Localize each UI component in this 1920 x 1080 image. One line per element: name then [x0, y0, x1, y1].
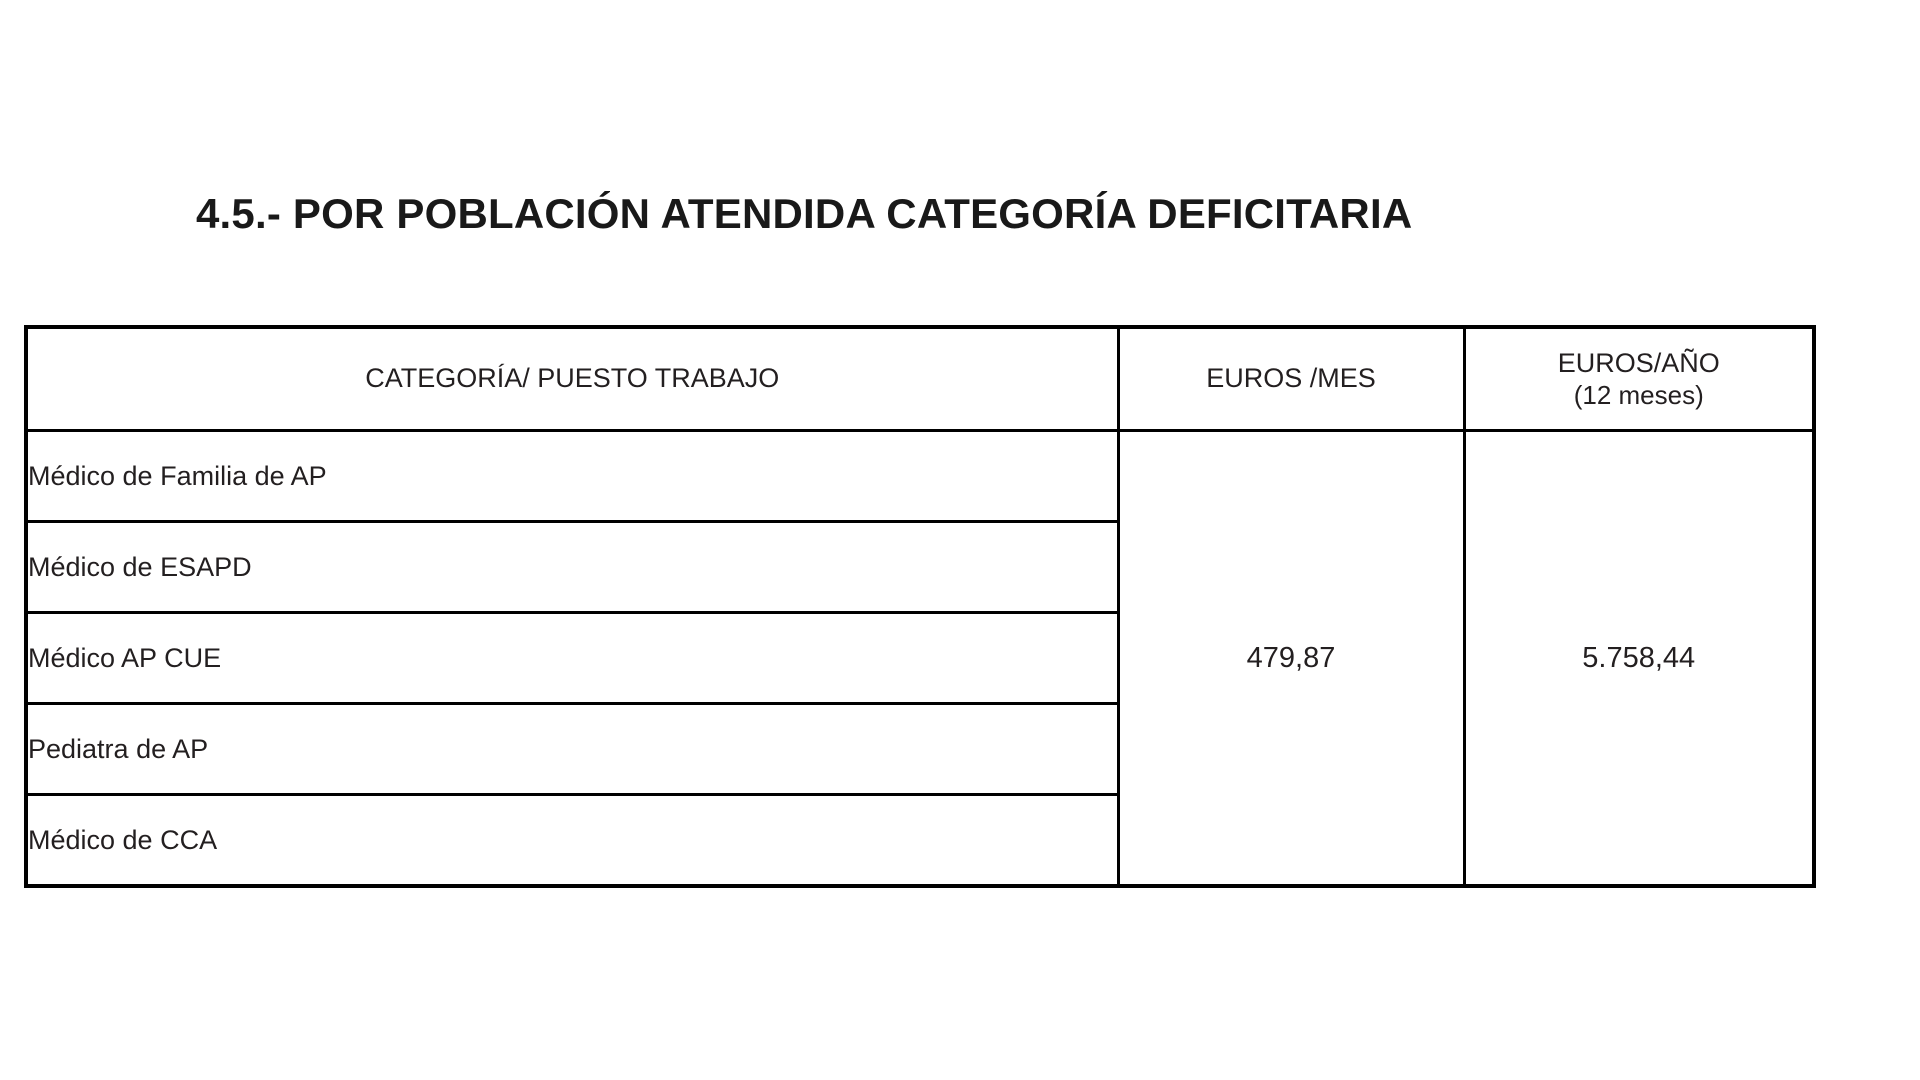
cell-category: Médico de CCA: [26, 795, 1118, 887]
column-header-euros-year: [1464, 327, 1814, 431]
fee-table-container: [24, 325, 1720, 888]
table-row: [26, 431, 1814, 522]
column-header-category: CATEGORÍA/ PUESTO TRABAJO: [26, 327, 1118, 431]
cell-category: Médico de Familia de AP: [26, 431, 1118, 522]
page-title: 4.5.- POR POBLACIÓN ATENDIDA CATEGORÍA DEFICITARIA: [196, 190, 1413, 237]
cell-euros-month-value: 479,87: [1118, 431, 1464, 887]
fee-table: [24, 325, 1816, 888]
column-header-euros-year-main: EUROS/AÑO: [1557, 347, 1720, 378]
cell-euros-year-value: 5.758,44: [1464, 431, 1814, 887]
cell-category: Médico de ESAPD: [26, 522, 1118, 613]
cell-category: Pediatra de AP: [26, 704, 1118, 795]
column-header-euros-year-sub: (12 meses): [1573, 379, 1704, 410]
column-header-euros-month: EUROS /MES: [1118, 327, 1464, 431]
cell-category: Médico AP CUE: [26, 613, 1118, 704]
table-header-row: [26, 327, 1814, 431]
